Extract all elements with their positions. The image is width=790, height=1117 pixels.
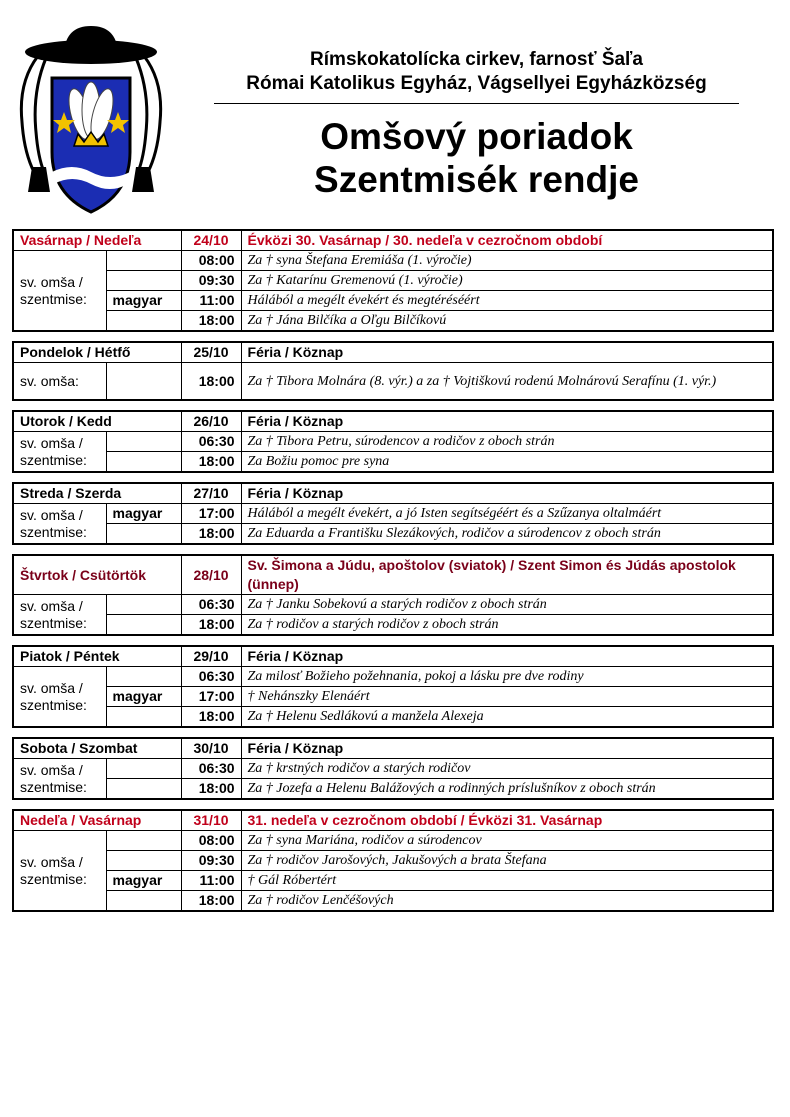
mass-row [13,687,773,707]
coat-of-arms-icon [12,22,170,222]
mass-label: sv. omša / szentmise: [13,595,106,636]
day-date: 30/10 [181,738,241,759]
mass-row [13,291,773,311]
day-name: Vasárnap / Nedeľa [13,230,181,251]
page-title [214,115,739,201]
mass-time: 06:30 [181,759,241,779]
day-name: Utorok / Kedd [13,411,181,432]
header-divider [214,103,739,104]
day-header-row [13,738,773,759]
mass-time: 18:00 [181,891,241,912]
parish-name-sk: Rímskokatolícka cirkev, farnosť Šaľa [310,49,643,70]
mass-label: sv. omša / szentmise: [13,831,106,912]
mass-row [13,524,773,545]
day-table [12,737,774,800]
day-table [12,341,774,401]
mass-language [106,595,181,615]
mass-row [13,311,773,332]
mass-label: sv. omša / szentmise: [13,667,106,728]
mass-language: magyar [106,871,181,891]
day-date: 26/10 [181,411,241,432]
mass-language: magyar [106,504,181,524]
mass-time: 08:00 [181,251,241,271]
day-header-row [13,810,773,831]
mass-language [106,452,181,473]
page-header [0,0,790,225]
mass-row [13,759,773,779]
mass-intention: Za milosť Božieho požehnania, pokoj a lásku pre dve rodiny [241,667,773,687]
parish-name-hu: Római Katolikus Egyház, Vágsellyei Egyházközség [246,73,707,94]
mass-row [13,432,773,452]
day-name: Streda / Szerda [13,483,181,504]
mass-row [13,452,773,473]
day-date: 31/10 [181,810,241,831]
mass-language [106,251,181,271]
day-date: 24/10 [181,230,241,251]
mass-row [13,271,773,291]
mass-time: 09:30 [181,851,241,871]
mass-time: 06:30 [181,432,241,452]
day-table [12,410,774,473]
mass-time: 17:00 [181,687,241,707]
mass-row [13,707,773,728]
mass-language: magyar [106,291,181,311]
day-table [12,809,774,912]
mass-language [106,615,181,636]
mass-language [106,851,181,871]
mass-language [106,759,181,779]
mass-intention: † Nehánszky Elenáért [241,687,773,707]
mass-language [106,707,181,728]
mass-label: sv. omša / szentmise: [13,251,106,332]
mass-intention: Hálából a megélt évekért, a jó Isten segítségéért és a Szűzanya oltalmáért [241,504,773,524]
day-header-row [13,411,773,432]
mass-language: magyar [106,687,181,707]
day-table [12,229,774,332]
mass-time: 06:30 [181,667,241,687]
mass-intention: Za † krstných rodičov a starých rodičov [241,759,773,779]
feast-name: Féria / Köznap [241,483,773,504]
day-name: Sobota / Szombat [13,738,181,759]
feast-name: Évközi 30. Vasárnap / 30. nedeľa v cezročnom období [241,230,773,251]
mass-time: 11:00 [181,291,241,311]
mass-time: 18:00 [181,311,241,332]
feast-name: Féria / Köznap [241,411,773,432]
day-name: Nedeľa / Vasárnap [13,810,181,831]
mass-schedule [12,229,774,921]
mass-row [13,851,773,871]
day-name: Štvrtok / Csütörtök [13,555,181,595]
mass-intention: Za † Janku Sobekovú a starých rodičov z oboch strán [241,595,773,615]
mass-language [106,891,181,912]
day-name: Pondelok / Hétfő [13,342,181,363]
mass-time: 18:00 [181,452,241,473]
feast-name: Féria / Köznap [241,738,773,759]
mass-time: 11:00 [181,871,241,891]
mass-row [13,595,773,615]
day-header-row [13,342,773,363]
mass-intention: Za † syna Mariána, rodičov a súrodencov [241,831,773,851]
mass-time: 18:00 [181,779,241,800]
mass-language [106,779,181,800]
day-date: 27/10 [181,483,241,504]
page-title-sk: Omšový poriadok [320,116,633,157]
day-header-row [13,230,773,251]
mass-time: 06:30 [181,595,241,615]
mass-language [106,667,181,687]
day-table [12,645,774,728]
day-table [12,482,774,545]
page-title-hu: Szentmisék rendje [314,159,639,200]
mass-intention: Za † Katarínu Gremenovú (1. výročie) [241,271,773,291]
mass-intention: Za † Tibora Petru, súrodencov a rodičov z oboch strán [241,432,773,452]
feast-name: Féria / Köznap [241,342,773,363]
mass-intention: Za † Tibora Molnára (8. výr.) a za † Vojtiškovú rodenú Molnárovú Serafínu (1. výr.) [241,363,773,401]
mass-intention: Za † Helenu Sedlákovú a manžela Alexeja [241,707,773,728]
mass-intention: Za † syna Štefana Eremiáša (1. výročie) [241,251,773,271]
day-date: 28/10 [181,555,241,595]
mass-time: 09:30 [181,271,241,291]
feast-name: Sv. Šimona a Júdu, apoštolov (sviatok) / Szent Simon és Júdás apostolok (ünnep) [241,555,773,595]
mass-label: sv. omša / szentmise: [13,432,106,473]
mass-time: 18:00 [181,615,241,636]
mass-intention: † Gál Róbertért [241,871,773,891]
mass-intention: Za † rodičov Jarošových, Jakušových a brata Štefana [241,851,773,871]
mass-language [106,524,181,545]
day-date: 29/10 [181,646,241,667]
mass-intention: Za † Jána Bilčíka a Oľgu Bilčíkovú [241,311,773,332]
mass-row [13,504,773,524]
mass-intention: Za † rodičov a starých rodičov z oboch strán [241,615,773,636]
parish-name [214,48,739,96]
mass-time: 18:00 [181,524,241,545]
mass-language [106,363,181,401]
mass-label: sv. omša: [13,363,106,401]
mass-language [106,271,181,291]
mass-language [106,831,181,851]
mass-row [13,615,773,636]
mass-intention: Za † rodičov Lenčéšových [241,891,773,912]
mass-intention: Za Eduarda a Františku Slezákových, rodičov a súrodencov z oboch strán [241,524,773,545]
mass-time: 18:00 [181,363,241,401]
mass-row [13,891,773,912]
mass-time: 17:00 [181,504,241,524]
mass-language [106,432,181,452]
feast-name: 31. nedeľa v cezročnom období / Évközi 31. Vasárnap [241,810,773,831]
mass-intention: Za † Jozefa a Helenu Balážových a rodinných príslušníkov z oboch strán [241,779,773,800]
day-header-row [13,555,773,595]
mass-label: sv. omša / szentmise: [13,759,106,800]
mass-language [106,311,181,332]
mass-row [13,871,773,891]
mass-row [13,251,773,271]
mass-row [13,667,773,687]
day-name: Piatok / Péntek [13,646,181,667]
day-header-row [13,646,773,667]
mass-row [13,779,773,800]
day-header-row [13,483,773,504]
day-table [12,554,774,636]
day-date: 25/10 [181,342,241,363]
mass-intention: Za Božiu pomoc pre syna [241,452,773,473]
mass-row [13,363,773,401]
mass-row [13,831,773,851]
mass-time: 08:00 [181,831,241,851]
feast-name: Féria / Köznap [241,646,773,667]
mass-time: 18:00 [181,707,241,728]
mass-intention: Hálából a megélt évekért és megtéréséért [241,291,773,311]
mass-label: sv. omša / szentmise: [13,504,106,545]
